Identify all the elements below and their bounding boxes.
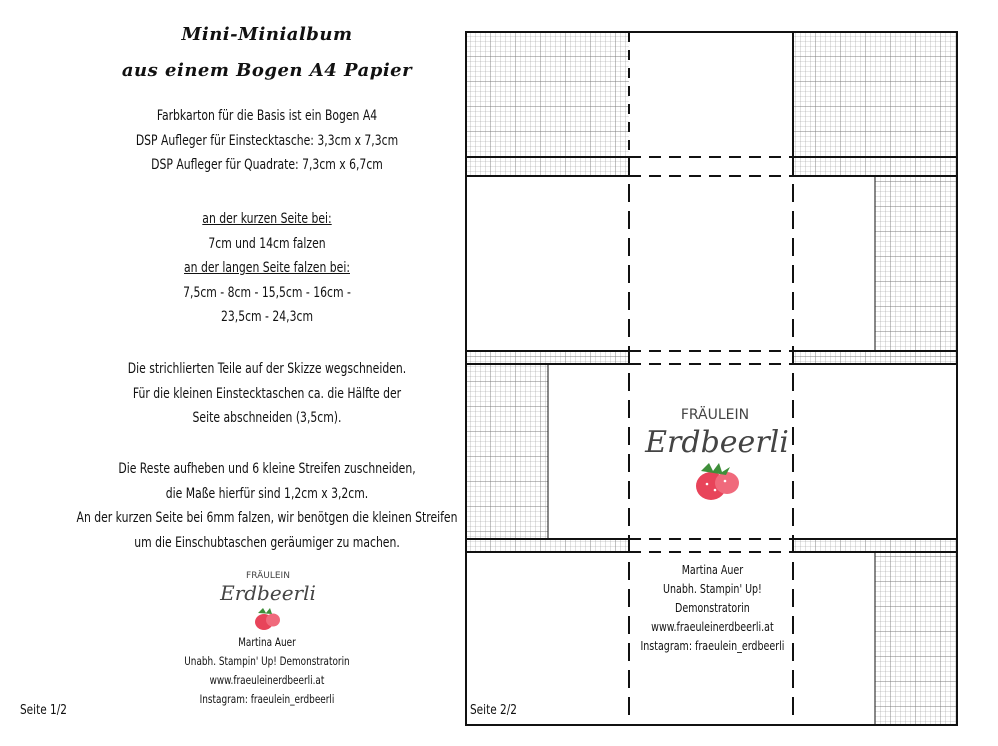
contact-block-small	[37, 633, 496, 709]
strawberry-icon	[696, 463, 739, 500]
fraeulein-erdbeerli-logo-small	[212, 565, 324, 635]
materials-line: Farbkarton für die Basis ist ein Bogen A4	[156, 108, 378, 124]
cut-line: Seite abschneiden (3,5cm).	[192, 410, 342, 426]
materials-line: DSP Aufleger für Einstecktasche: 3,3cm x 7,3cm	[135, 132, 399, 149]
dsp-pocket-left-lower	[466, 364, 548, 539]
logo-small-line2: Erdbeerli	[220, 581, 316, 605]
dsp-strip-low-left	[466, 539, 629, 551]
materials-line: DSP Aufleger für Quadrate: 7,3cm x 6,7cm	[151, 157, 383, 173]
contact-role: Unabh. Stampin' Up! Demonstratorin	[184, 654, 350, 668]
contact-name: Martina Auer	[238, 635, 296, 649]
template-sketch	[465, 31, 959, 726]
dsp-panel-top-left	[466, 32, 629, 156]
dsp-pocket-right-middle	[875, 176, 957, 351]
strip-instructions	[37, 457, 496, 555]
page-label-left: Seite 1/2	[20, 703, 67, 718]
short-side-heading: an der kurzen Seite bei:	[202, 211, 332, 227]
short-side-text: 7cm und 14cm falzen	[208, 235, 326, 252]
cut-line: Die strichlierten Teile auf der Skizze wegschneiden.	[127, 361, 407, 377]
logo-small-line1: FRÄULEIN	[246, 571, 290, 581]
left-page	[0, 0, 462, 746]
contact-instagram: Instagram: fraeulein_erdbeerli	[199, 692, 335, 706]
dsp-strip-top-right	[793, 157, 957, 176]
page-label-right: Seite 2/2	[470, 703, 517, 718]
materials-block	[37, 104, 496, 178]
dsp-strip-top-left	[466, 157, 629, 176]
cut-line: Für die kleinen Einstecktaschen ca. die Hälfte der	[132, 385, 402, 402]
contact-instagram: Instagram: fraeulein_erdbeerli	[640, 639, 785, 653]
cut-instructions	[37, 357, 496, 431]
contact-block-large	[640, 561, 785, 656]
dsp-strip-low-right	[793, 539, 957, 551]
dsp-strip-mid-right	[793, 351, 957, 363]
strip-line: um die Einschubtaschen geräumiger zu machen.	[134, 534, 400, 551]
strip-line: die Maße hierfür sind 1,2cm x 3,2cm.	[165, 485, 369, 502]
logo-large-line1: FRÄULEIN	[680, 407, 750, 423]
contact-website-link[interactable]: www.fraeuleinerdbeerli.at	[651, 620, 774, 634]
title-line-2: aus einem Bogen A4 Papier	[121, 60, 413, 81]
dsp-pocket-right-bottom	[875, 552, 957, 725]
fraeulein-erdbeerli-logo-large	[641, 397, 793, 507]
strip-line: Die Reste aufheben und 6 kleine Streifen zuschneiden,	[118, 461, 416, 477]
contact-role: Unabh. Stampin' Up! Demonstratorin	[663, 582, 762, 615]
title-line-1: Mini-Minialbum	[181, 24, 353, 45]
fold-instructions	[37, 207, 496, 330]
logo-large-line2: Erdbeerli	[645, 425, 789, 460]
strip-line: An der kurzen Seite bei 6mm falzen, wir benötgen die kleinen Streifen	[76, 510, 458, 526]
long-side-line: 7,5cm - 8cm - 15,5cm - 16cm -	[183, 284, 351, 301]
strawberry-icon	[255, 608, 280, 630]
contact-name: Martina Auer	[681, 563, 744, 577]
dsp-strip-mid-left	[466, 351, 629, 363]
long-side-line: 23,5cm - 24,3cm	[220, 309, 314, 325]
dsp-panel-top-right	[793, 32, 957, 156]
contact-website-link[interactable]: www.fraeuleinerdbeerli.at	[209, 673, 325, 687]
long-side-heading: an der langen Seite falzen bei:	[184, 260, 350, 276]
